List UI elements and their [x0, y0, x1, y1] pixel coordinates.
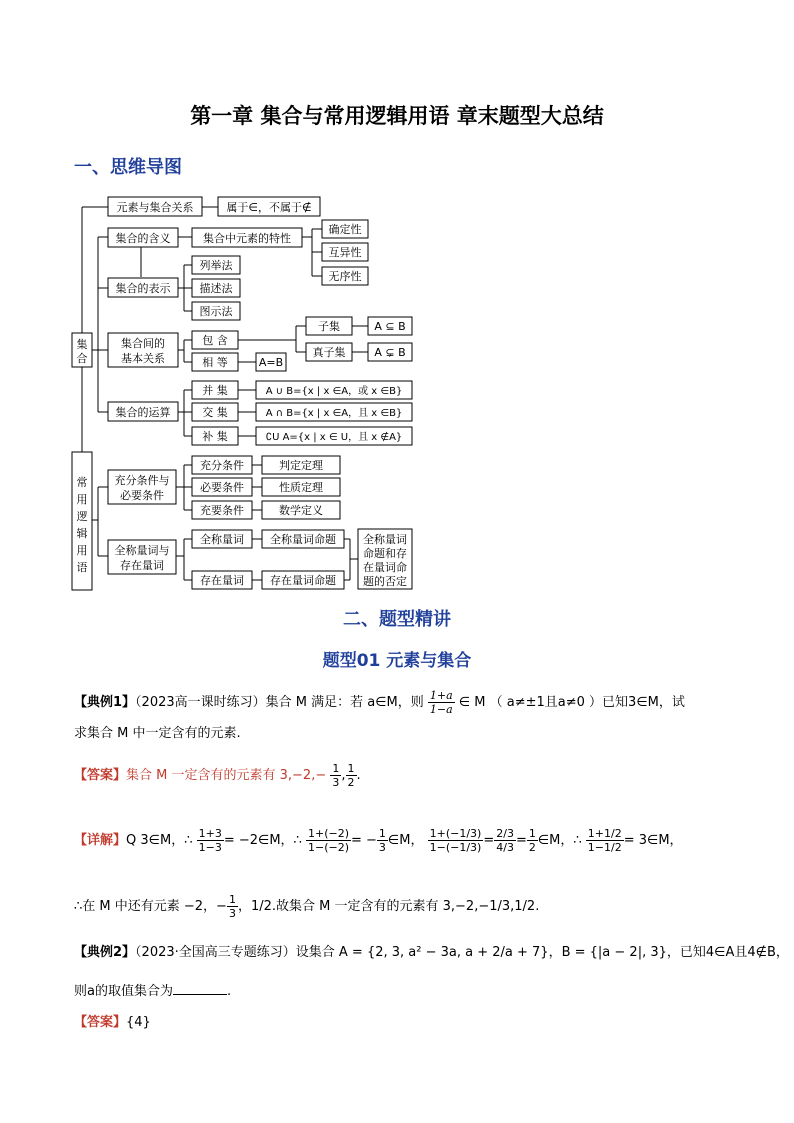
- mindmap-root-logic-label: 常: [76, 476, 88, 489]
- example1-answer: 【答案】集合 M 一定含有的元素有 3,−2,− $\frac{1}{3}$ , $\frac{1}{2}$ .: [74, 762, 361, 789]
- svg-text:互异性: 互异性: [328, 246, 362, 259]
- svg-text:子集: 子集: [318, 320, 340, 333]
- svg-text:确定性: 确定性: [328, 223, 362, 236]
- svg-text:全称量词命题: 全称量词命题: [270, 533, 336, 546]
- svg-text:交 集: 交 集: [202, 406, 228, 419]
- svg-text:存在量词命题: 存在量词命题: [270, 574, 336, 587]
- svg-text:集合间的: 集合间的: [121, 337, 165, 350]
- svg-text:A=B: A=B: [258, 356, 284, 369]
- svg-text:全称量词: 全称量词: [200, 533, 244, 546]
- example2-question-line2: 则a的取值集合为 .: [74, 984, 232, 999]
- svg-text:包 含: 包 含: [202, 334, 228, 347]
- svg-text:相 等: 相 等: [202, 356, 228, 369]
- svg-text:存在量词: 存在量词: [120, 559, 164, 572]
- svg-text:必要条件: 必要条件: [120, 489, 164, 502]
- svg-text:∁U A={x | x ∈ U，且 x ∉A}: ∁U A={x | x ∈ U，且 x ∉A}: [265, 432, 403, 443]
- section-heading-mindmap: 一、思维导图: [74, 157, 182, 178]
- svg-text:用: 用: [76, 544, 88, 557]
- svg-text:无序性: 无序性: [328, 270, 362, 283]
- svg-text:基本关系: 基本关系: [121, 352, 165, 365]
- example2-question-line1: 【典例2】（2023·全国高三专题练习）设集合 A = {2, 3, a² − 3a, a + 2/a + 7}，B = {|a − 2|, 3}，已知4∈A且4∉B，: [74, 945, 789, 960]
- svg-text:A ⊊ B: A ⊊ B: [374, 346, 406, 359]
- svg-text:用: 用: [76, 493, 88, 506]
- page-title: 第一章 集合与常用逻辑用语 章末题型大总结: [190, 104, 604, 128]
- svg-text:数学定义: 数学定义: [279, 504, 323, 517]
- mindmap-root-sets-label: 集: [76, 338, 88, 351]
- svg-text:补 集: 补 集: [202, 430, 228, 443]
- svg-text:必要条件: 必要条件: [200, 481, 244, 494]
- svg-text:全称量词: 全称量词: [363, 533, 407, 546]
- example1-question-line2: 求集合 M 中一定含有的元素.: [74, 726, 241, 741]
- svg-text:辑: 辑: [76, 527, 88, 540]
- section-heading-problems: 二、题型精讲: [343, 609, 451, 630]
- svg-text:A ⊆ B: A ⊆ B: [374, 320, 406, 333]
- svg-text:集合的表示: 集合的表示: [115, 282, 171, 295]
- svg-text:真子集: 真子集: [312, 346, 346, 359]
- svg-text:合: 合: [76, 352, 88, 365]
- svg-text:A ∩ B={x | x ∈A，且 x ∈B}: A ∩ B={x | x ∈A，且 x ∈B}: [265, 408, 403, 419]
- svg-text:并 集: 并 集: [202, 384, 228, 397]
- svg-text:性质定理: 性质定理: [279, 481, 323, 494]
- svg-text:充要条件: 充要条件: [200, 504, 244, 517]
- svg-text:在量词命: 在量词命: [363, 561, 407, 574]
- example1-conclusion: ∴在 M 中还有元素 −2，− $\frac{1}{3}$ ，1/2.故集合 M 一定含有的元素有 3,−2,−1/3,1/2.: [74, 893, 540, 920]
- svg-text:A ∪ B={x | x ∈A，或 x ∈B}: A ∪ B={x | x ∈A，或 x ∈B}: [265, 386, 403, 397]
- svg-text:题的否定: 题的否定: [363, 575, 407, 588]
- svg-text:逻: 逻: [76, 510, 88, 523]
- svg-text:集合的运算: 集合的运算: [115, 406, 171, 419]
- svg-text:判定定理: 判定定理: [279, 459, 323, 472]
- svg-text:图示法: 图示法: [199, 305, 233, 318]
- example2-answer: 【答案】{4}: [74, 1015, 151, 1030]
- svg-text:集合中元素的特性: 集合中元素的特性: [203, 232, 291, 245]
- svg-text:描述法: 描述法: [199, 282, 233, 295]
- svg-text:元素与集合关系: 元素与集合关系: [116, 201, 194, 214]
- example1-question-line1: 【典例1】（2023高一课时练习）集合 M 满足：若 a∈M，则 $\frac{1+a}{1-a}$ ∈ M （ a≠±1且a≠0 ）已知3∈M，试: [74, 689, 685, 716]
- svg-text:集合的含义: 集合的含义: [115, 232, 171, 245]
- example1-detail: 【详解】Q 3∈M，∴ $\frac{1+3}{1-3}$ = −2∈M，∴ $\frac{1+(-2)}{1-(-2)}$ = − $\frac{1}{3}$ ∈M， $\frac{1+(-1/3)}{1-(-1/3)}$ = $\frac{2/3}{4/3}$ = $\frac{1}{2}$ ∈M，∴ $\frac{1+1/2}{1-1/2}$ = 3∈M，: [74, 827, 683, 854]
- answer-blank: [173, 994, 227, 995]
- svg-text:列举法: 列举法: [199, 259, 233, 272]
- svg-text:属于∈，不属于∉: 属于∈，不属于∉: [226, 201, 312, 214]
- svg-text:存在量词: 存在量词: [200, 574, 244, 587]
- svg-text:命题和存: 命题和存: [363, 547, 407, 560]
- svg-text:充分条件: 充分条件: [200, 459, 244, 472]
- svg-text:充分条件与: 充分条件与: [114, 474, 170, 487]
- subsection-heading: 题型01 元素与集合: [322, 651, 472, 671]
- svg-text:语: 语: [76, 561, 88, 574]
- svg-text:全称量词与: 全称量词与: [114, 544, 170, 557]
